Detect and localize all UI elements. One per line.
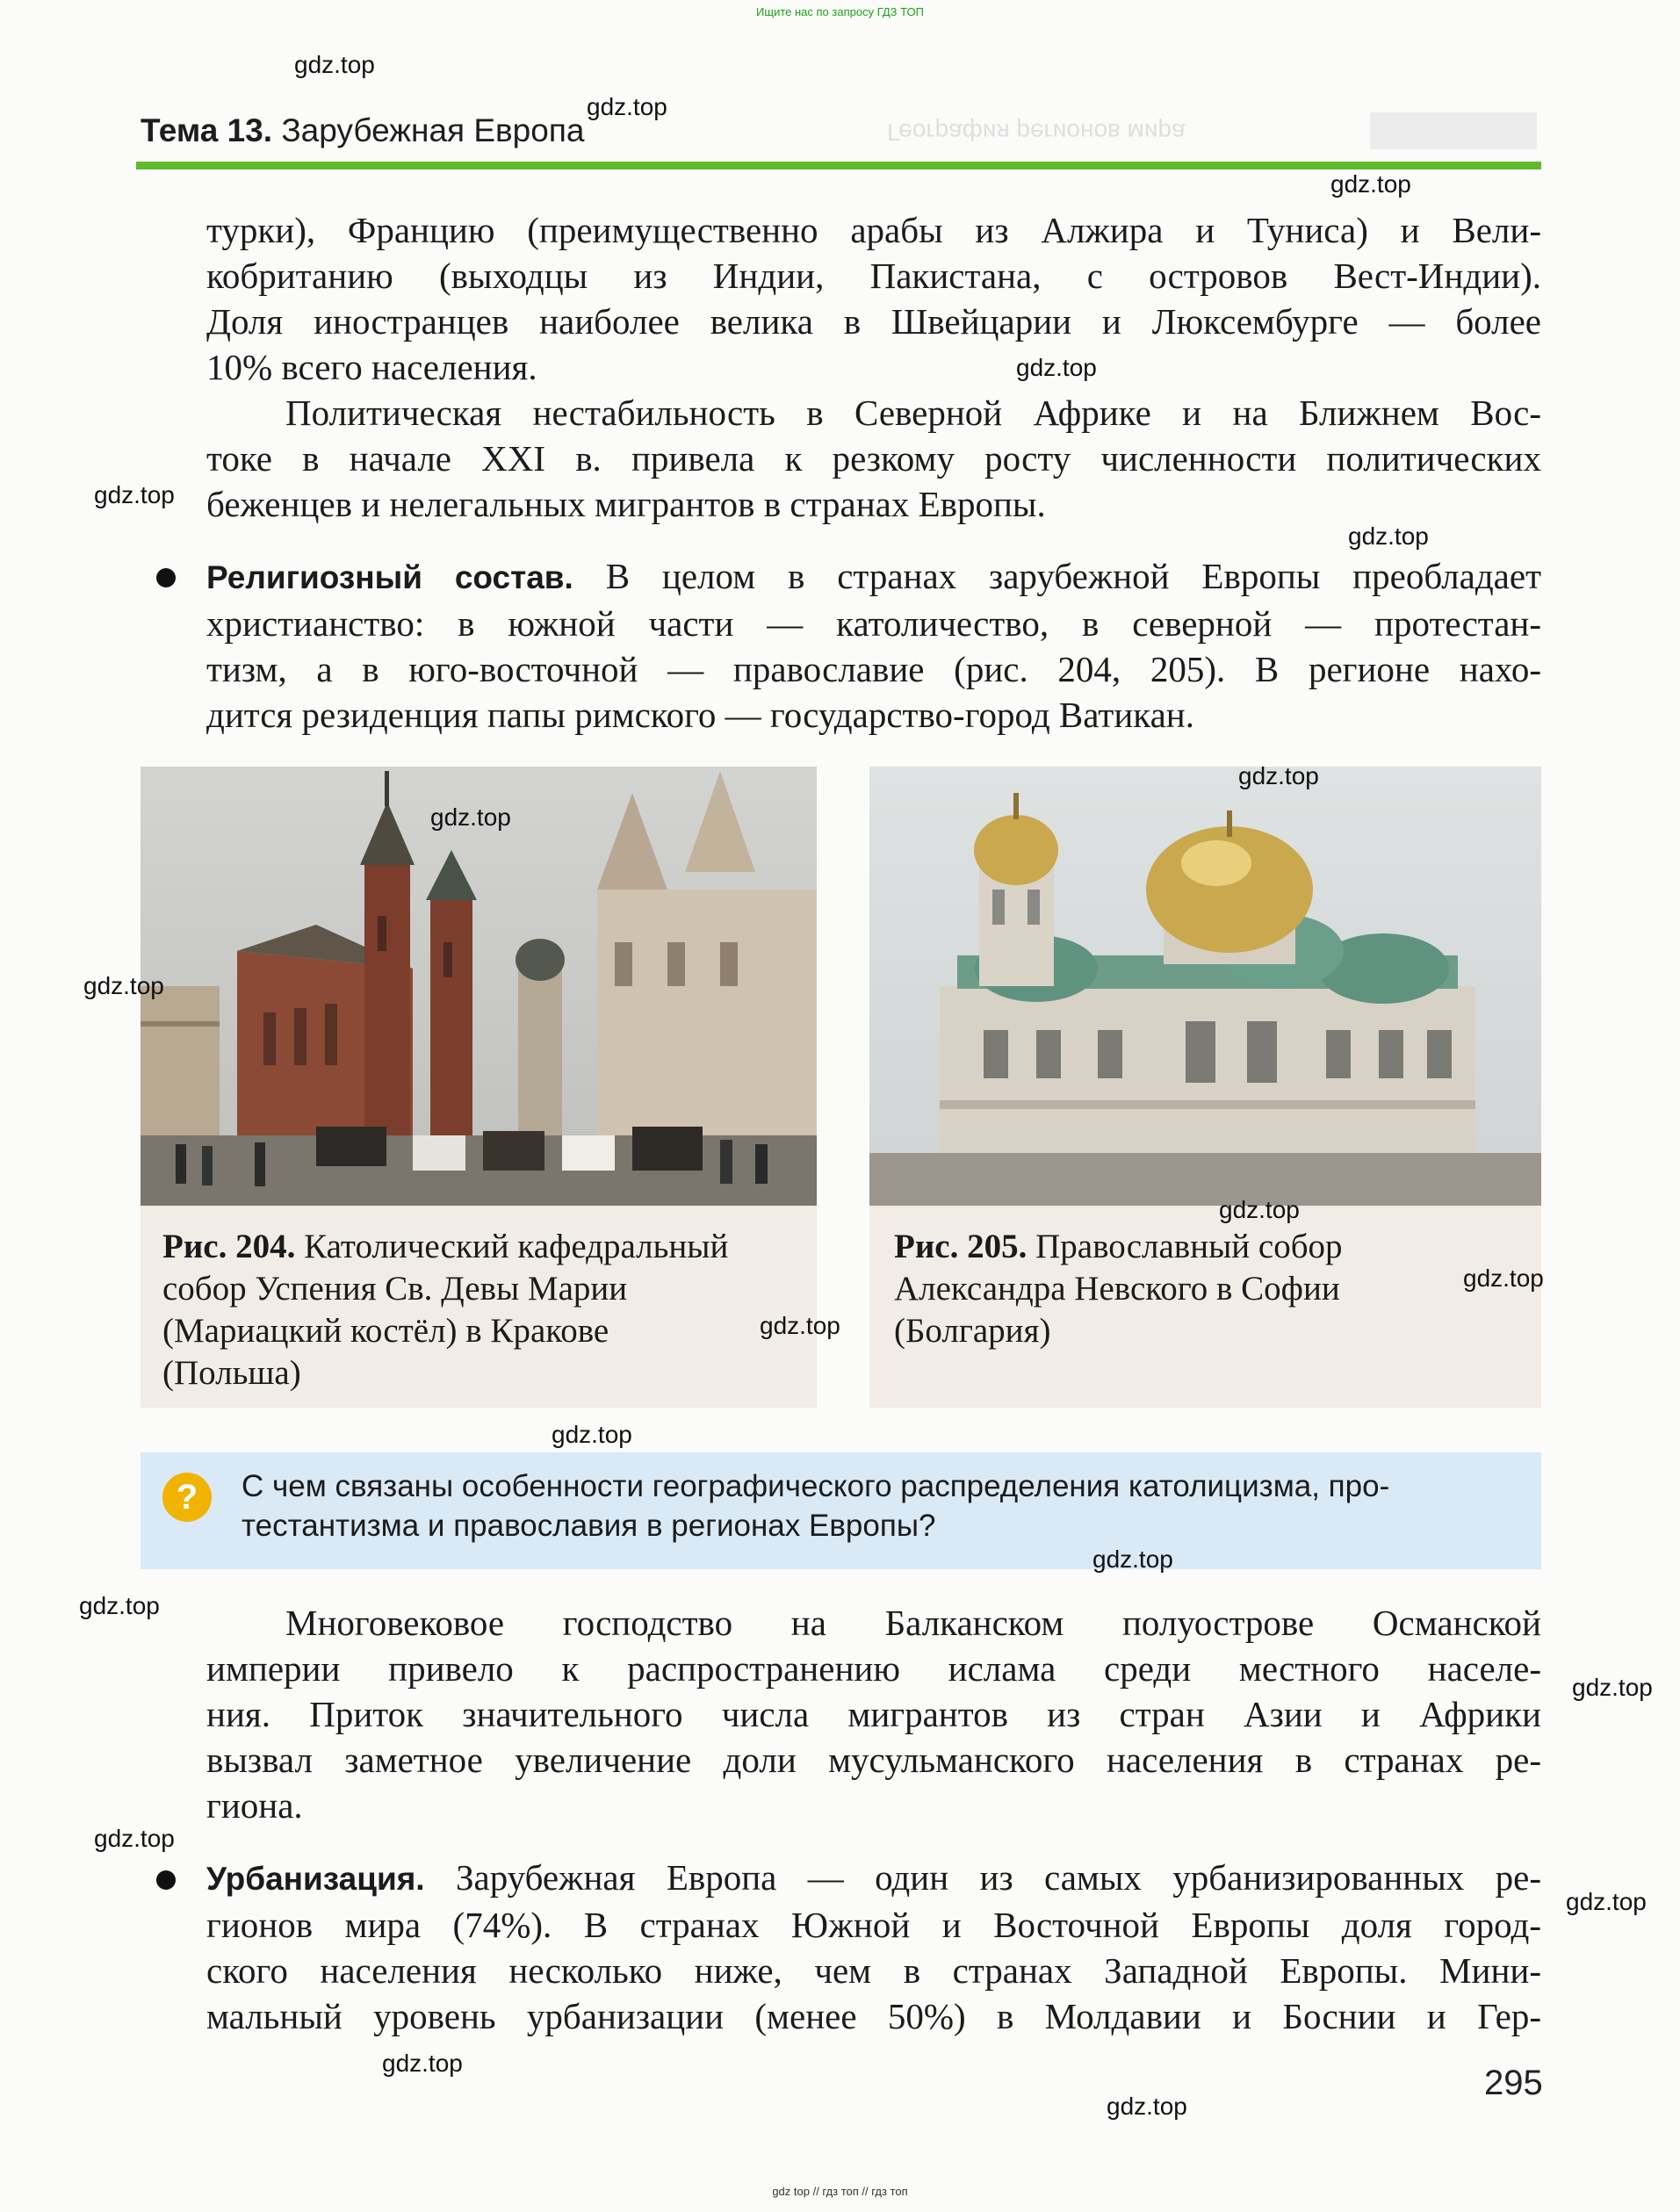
- watermark: gdz.top: [94, 481, 175, 508]
- watermark: gdz.top: [94, 1825, 175, 1852]
- text-line: мальный уровень урбанизации (менее 50%) в Молдавии и Боснии и Гер-: [206, 1996, 1541, 2036]
- question-line: С чем связаны особенности географического распределения католицизма, про-: [242, 1469, 1390, 1503]
- figure-205-label: Рис. 205.: [894, 1228, 1027, 1265]
- question-icon: ?: [162, 1473, 212, 1522]
- text-line: беженцев и нелегальных мигрантов в странах Европы.: [206, 484, 1046, 524]
- caption-line: (Польша): [162, 1354, 301, 1392]
- watermark: gdz.top: [1566, 1888, 1647, 1915]
- question-text: [242, 1466, 1532, 1546]
- alexander-nevsky-cathedral-image: [869, 767, 1541, 1206]
- watermark: gdz.top: [1463, 1265, 1544, 1292]
- watermark: gdz.top: [760, 1312, 840, 1339]
- watermark: gdz.top: [587, 93, 667, 120]
- text-line: токе в начале XXI в. привела к резкому росту численности политических: [206, 438, 1541, 479]
- term-religion: Религиозный состав.: [206, 559, 573, 595]
- watermark: gdz.top: [1092, 1546, 1173, 1573]
- watermark: gdz.top: [1016, 354, 1097, 381]
- figure-205-caption: [894, 1226, 1526, 1352]
- text-line: тизм, а в юго-восточной — православие (рис. 204, 205). В регионе нахо-: [206, 649, 1541, 689]
- caption-line: (Болгария): [894, 1312, 1051, 1350]
- watermark: gdz.top: [1572, 1674, 1653, 1701]
- text-line: турки), Францию (преимущественно арабы из Алжира и Туниса) и Вели-: [206, 210, 1541, 250]
- bottom-note: gdz top // гдз топ // гдз топ: [772, 2185, 908, 2198]
- figure-204-caption-line-1: Католический кафедральный: [304, 1228, 729, 1265]
- text-line: 10% всего населения.: [206, 347, 537, 387]
- text-line: вызвал заметное увеличение доли мусульманского населения в странах ре-: [206, 1740, 1541, 1780]
- header-rule: [136, 162, 1541, 169]
- watermark: gdz.top: [382, 2050, 463, 2077]
- figure-205-photo: [869, 767, 1541, 1206]
- term-urbanization: Урбанизация.: [206, 1861, 425, 1897]
- bullet-religion: [156, 568, 176, 587]
- bullet-urbanization: [156, 1870, 176, 1890]
- paragraph-migrants: [206, 207, 1541, 390]
- watermark: gdz.top: [79, 1592, 160, 1619]
- caption-line: [162, 1226, 812, 1268]
- page-number: 295: [1484, 2064, 1543, 2102]
- text-line: империи привело к распространению ислама среди местного населе-: [206, 1648, 1541, 1689]
- paragraph-islam: [206, 1600, 1541, 1828]
- figure-205-caption-line-1: Православный собор: [1035, 1228, 1343, 1265]
- question-line: тестантизма и православия в регионах Европы?: [242, 1509, 936, 1543]
- caption-line: Александра Невского в Софии: [894, 1270, 1340, 1308]
- figure-204-caption: [162, 1226, 812, 1394]
- mariacki-church-image: [141, 767, 817, 1206]
- top-search-note: Ищите нас по запросу ГДЗ ТОП: [756, 5, 924, 18]
- text-line: [206, 553, 1541, 601]
- topic-number: Тема 13.: [141, 112, 273, 148]
- watermark: gdz.top: [430, 803, 511, 831]
- bleed-through-header: География регионов мира: [887, 119, 1186, 146]
- watermark: gdz.top: [552, 1421, 632, 1448]
- text-line: Доля иностранцев наиболее велика в Швейцарии и Люксембурге — более: [206, 301, 1541, 342]
- urbanization-first-line: Зарубежная Европа — один из самых урбанизированных ре-: [455, 1857, 1542, 1898]
- watermark: gdz.top: [83, 972, 164, 999]
- text-line: гионов мира (74%). В странах Южной и Восточной Европы доля город-: [206, 1905, 1541, 1945]
- caption-line: (Мариацкий костёл) в Кракове: [162, 1312, 609, 1350]
- caption-line: [894, 1226, 1526, 1268]
- watermark: gdz.top: [1107, 2093, 1187, 2120]
- text-line: христианство: в южной части — католичество, в северной — протестан-: [206, 603, 1541, 644]
- text-line: ского населения несколько ниже, чем в странах Западной Европы. Мини-: [206, 1950, 1541, 1991]
- text-line: кобританию (выходцы из Индии, Пакистана, с островов Вест-Индии).: [206, 256, 1541, 296]
- text-line: гиона.: [206, 1785, 303, 1826]
- text-line: Политическая нестабильность в Северной Африке и на Ближнем Вос-: [285, 393, 1541, 433]
- watermark: gdz.top: [294, 51, 375, 78]
- paragraph-urbanization: [206, 1855, 1541, 2039]
- paragraph-religion: [206, 553, 1541, 738]
- watermark: gdz.top: [1330, 170, 1411, 198]
- text-line: дится резиденция папы римского — государство-город Ватикан.: [206, 695, 1194, 735]
- watermark: gdz.top: [1238, 762, 1319, 789]
- religion-first-line: В целом в странах зарубежной Европы преобладает: [605, 556, 1541, 596]
- text-line: ния. Приток значительного числа мигрантов из стран Азии и Африки: [206, 1694, 1541, 1734]
- text-line: Многовековое господство на Балканском полуострове Османской: [285, 1603, 1541, 1643]
- paragraph-political: [206, 390, 1541, 527]
- bleed-through-tab: [1370, 112, 1537, 149]
- watermark: gdz.top: [1348, 522, 1429, 550]
- figure-204-photo: [141, 767, 817, 1206]
- text-line: [206, 1855, 1541, 1902]
- figure-204-label: Рис. 204.: [162, 1228, 296, 1265]
- page-header: [141, 112, 584, 149]
- caption-line: собор Успения Св. Девы Марии: [162, 1270, 628, 1308]
- topic-title: Зарубежная Европа: [281, 112, 585, 148]
- watermark: gdz.top: [1219, 1196, 1300, 1223]
